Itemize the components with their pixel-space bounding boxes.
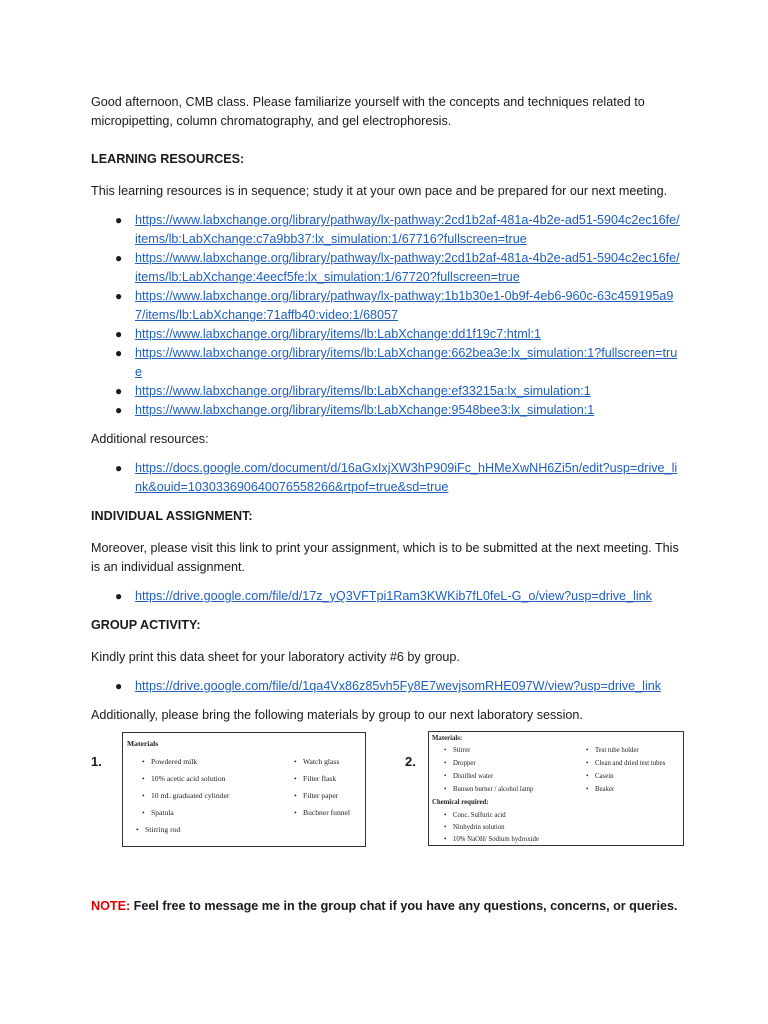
document-body	[91, 93, 681, 725]
materials-1-image	[122, 732, 366, 847]
list-item: • Stirring rod	[145, 821, 180, 838]
resource-link-4[interactable]: https://www.labxchange.org/library/items/lb:LabXchange:dd1f19c7:html:1	[135, 327, 542, 341]
list-item: • Filter flask	[303, 770, 336, 787]
additional-resources-label: Additional resources:	[91, 432, 209, 446]
list-item	[91, 459, 681, 497]
list-item: • Spatula	[151, 804, 174, 821]
list-item: • Conc. Sulfuric acid	[453, 809, 506, 822]
list-item	[91, 677, 681, 696]
materials-2-number: 2.	[405, 754, 416, 769]
list-item: • Clean and dried test tubes	[595, 757, 665, 770]
bullet-icon: ●	[115, 327, 123, 341]
materials-1-number: 1.	[91, 754, 102, 769]
list-item: • Dropper	[453, 757, 476, 770]
materials-text: Additionally, please bring the following materials by group to our next laboratory session.	[91, 708, 583, 722]
list-item	[91, 382, 681, 401]
list-item: • 10% acetic acid solution	[151, 770, 225, 787]
bullet-icon: ●	[115, 384, 123, 398]
resource-link-5[interactable]: https://www.labxchange.org/library/items/lb:LabXchange:662bea3e:lx_simulation:1?fullscreen=true	[135, 346, 678, 379]
note-label: NOTE:	[91, 899, 131, 913]
list-item: • Beaker	[595, 783, 614, 796]
resource-link-6[interactable]: https://www.labxchange.org/library/items/lb:LabXchange:ef33215a:lx_simulation:1	[135, 384, 591, 398]
list-item	[91, 211, 681, 249]
additional-resources-list	[91, 459, 681, 497]
list-item	[91, 325, 681, 344]
bullet-icon: ●	[115, 346, 123, 360]
list-item: • Watch glass	[303, 753, 339, 770]
resource-link-2[interactable]: https://www.labxchange.org/library/pathway/lx-pathway:2cd1b2af-481a-4b2e-ad51-5904c2ec16fe/items/lb:LabXchange:4eecf5fe:lx_simulation:1/67720?fullscreen=true	[135, 251, 680, 284]
bullet-icon: ●	[115, 213, 123, 227]
bullet-icon: ●	[115, 289, 123, 303]
list-item: • Bunsen burner / alcohol lamp	[453, 783, 533, 796]
list-item: • Buchner funnel	[303, 804, 350, 821]
list-item: • 10 mL graduated cylinder	[151, 787, 229, 804]
individual-assignment-text: Moreover, please visit this link to print your assignment, which is to be submitted at the next meeting. This is an individual assignment.	[91, 541, 679, 574]
group-activity-text: Kindly print this data sheet for your laboratory activity #6 by group.	[91, 650, 460, 664]
note-text: Feel free to message me in the group chat if you have any questions, concerns, or queries.	[130, 899, 678, 913]
list-item	[91, 287, 681, 325]
list-item	[91, 249, 681, 287]
list-item: • Casein	[595, 770, 614, 783]
materials-2-image	[428, 731, 684, 846]
bullet-icon: ●	[115, 679, 123, 693]
individual-assignment-list	[91, 587, 681, 606]
intro-text: Good afternoon, CMB class. Please familiarize yourself with the concepts and techniques related to micropipetting, column chromatography, and gel electrophoresis.	[91, 95, 645, 128]
list-item: • Powdered milk	[151, 753, 197, 770]
additional-link-1[interactable]: https://docs.google.com/document/d/16aGxIxjXW3hP909iFc_hHMeXwNH6Zi5n/edit?usp=drive_link&ouid=103033690640076558266&rtpof=true&sd=true	[135, 461, 678, 494]
list-item	[91, 344, 681, 382]
note-line	[91, 897, 677, 916]
group-activity-list	[91, 677, 681, 696]
learning-resources-text: This learning resources is in sequence; study it at your own pace and be prepared for our next meeting.	[91, 184, 668, 198]
data-sheet-link[interactable]: https://drive.google.com/file/d/1qa4Vx86z85vh5Fy8E7wevjsomRHE097W/view?usp=drive_link	[135, 679, 662, 693]
list-item: • Distilled water	[453, 770, 493, 783]
bullet-icon: ●	[115, 251, 123, 265]
learning-resources-heading: LEARNING RESOURCES:	[91, 152, 245, 166]
assignment-link[interactable]: https://drive.google.com/file/d/17z_yQ3VFTpi1Ram3KWKib7fL0feL-G_o/view?usp=drive_link	[135, 589, 652, 603]
list-item: • Ninhydrin solution	[453, 821, 505, 834]
learning-resources-list	[91, 211, 681, 420]
list-item: • Stirrer	[453, 744, 470, 757]
individual-assignment-heading: INDIVIDUAL ASSIGNMENT:	[91, 509, 253, 523]
resource-link-3[interactable]: https://www.labxchange.org/library/pathway/lx-pathway:1b1b30e1-0b9f-4eb6-960c-63c459195a97/items/lb:LabXchange:71affb40:video:1/68057	[135, 289, 674, 322]
bullet-icon: ●	[115, 403, 123, 417]
list-item: • Filter paper	[303, 787, 338, 804]
materials-1-title: Materials	[127, 739, 159, 748]
resource-link-1[interactable]: https://www.labxchange.org/library/pathway/lx-pathway:2cd1b2af-481a-4b2e-ad51-5904c2ec16fe/items/lb:LabXchange:c7a9bb37:lx_simulation:1/67716?fullscreen=true	[135, 213, 680, 246]
list-item: • Test tube holder	[595, 744, 639, 757]
bullet-icon: ●	[115, 589, 123, 603]
list-item: • 10% NaOH/ Sodium hydroxide	[453, 833, 539, 846]
chemicals-title: Chemical required:	[432, 799, 489, 806]
bullet-icon: ●	[115, 461, 123, 475]
group-activity-heading: GROUP ACTIVITY:	[91, 618, 201, 632]
list-item	[91, 401, 681, 420]
resource-link-7[interactable]: https://www.labxchange.org/library/items/lb:LabXchange:9548bee3:lx_simulation:1	[135, 403, 595, 417]
list-item	[91, 587, 681, 606]
materials-2-title: Materials:	[432, 735, 463, 742]
